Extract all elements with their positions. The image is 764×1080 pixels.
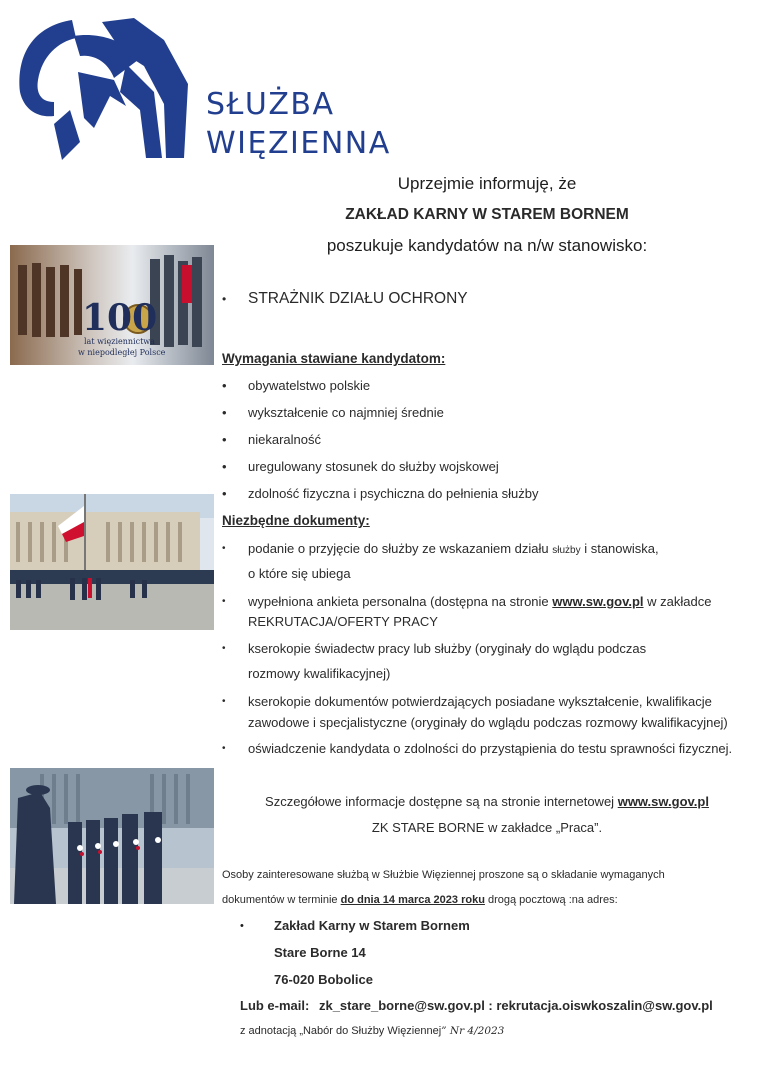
submission-line1: Osoby zainteresowane służbą w Służbie Więziennej proszone są o składanie wymaganych: [222, 869, 665, 881]
institution-title: ZAKŁAD KARNY W STAREM BORNEM: [345, 206, 629, 223]
requirements-heading: Wymagania stawiane kandydatom:: [222, 351, 446, 366]
sw-logo-mark-icon: [14, 14, 194, 164]
officers-honor-guard-image: [10, 768, 214, 904]
photo-centenary: [10, 245, 214, 365]
address-block: [240, 918, 720, 994]
email-label: Lub e-mail:: [240, 998, 310, 1013]
centenary-badge-number: 100: [82, 297, 158, 339]
email-line: [240, 998, 713, 1013]
bullet-icon: •: [222, 696, 226, 707]
details-line: Szczegółowe informacje dostępne są na stronie internetowej www.sw.gov.pl: [265, 794, 709, 809]
logo-line1: SŁUŻBA: [206, 87, 335, 122]
centenary-caption-line1: lat więziennictwa: [84, 337, 155, 346]
address-city: 76-020 Bobolice: [274, 972, 373, 987]
sw-website-link[interactable]: www.sw.gov.pl: [552, 594, 644, 609]
photo-ceremony: [10, 494, 214, 630]
bullet-icon: •: [222, 405, 227, 420]
documents-heading: Niezbędne dokumenty:: [222, 513, 370, 528]
details-website-link[interactable]: www.sw.gov.pl: [617, 794, 709, 809]
address-name: Zakład Karny w Starem Bornem: [274, 918, 470, 933]
intro-position-line: poszukuje kandydatów na n/w stanowisko:: [326, 236, 648, 255]
address-street: Stare Borne 14: [274, 945, 366, 960]
annotation-note: z adnotacją „Nabór do Służby Więziennej” Nr 4/2023: [240, 1025, 505, 1037]
bullet-icon: •: [222, 292, 227, 306]
position-title: STRAŻNIK DZIAŁU OCHRONY: [248, 290, 468, 307]
photo-officers: [10, 768, 214, 904]
centenary-caption-line2: w niepodległej Polsce: [78, 348, 166, 357]
details-tab-line: ZK STARE BORNE w zakładce „Praca”.: [371, 820, 603, 835]
bullet-icon: •: [240, 920, 244, 932]
submission-line2: dokumentów w terminie do dnia 14 marca 2023 roku drogą pocztową :na adres:: [222, 894, 618, 906]
intro-line: Uprzejmie informuję, że: [397, 174, 577, 193]
bullet-icon: •: [222, 378, 227, 393]
bullet-icon: •: [222, 643, 226, 654]
ceremony-square-image: [10, 494, 214, 630]
bullet-icon: •: [222, 432, 227, 447]
bullet-icon: •: [222, 486, 227, 501]
bullet-icon: •: [222, 743, 226, 754]
bullet-icon: •: [222, 459, 227, 474]
bullet-icon: •: [222, 543, 226, 554]
deadline-date: do dnia 14 marca 2023 roku: [340, 894, 485, 906]
logo-line2: WIĘZIENNA: [206, 126, 391, 161]
email-addresses[interactable]: zk_stare_borne@sw.gov.pl : rekrutacja.oiswkoszalin@sw.gov.pl: [318, 998, 713, 1013]
bullet-icon: •: [222, 596, 226, 607]
logo: [14, 14, 394, 164]
